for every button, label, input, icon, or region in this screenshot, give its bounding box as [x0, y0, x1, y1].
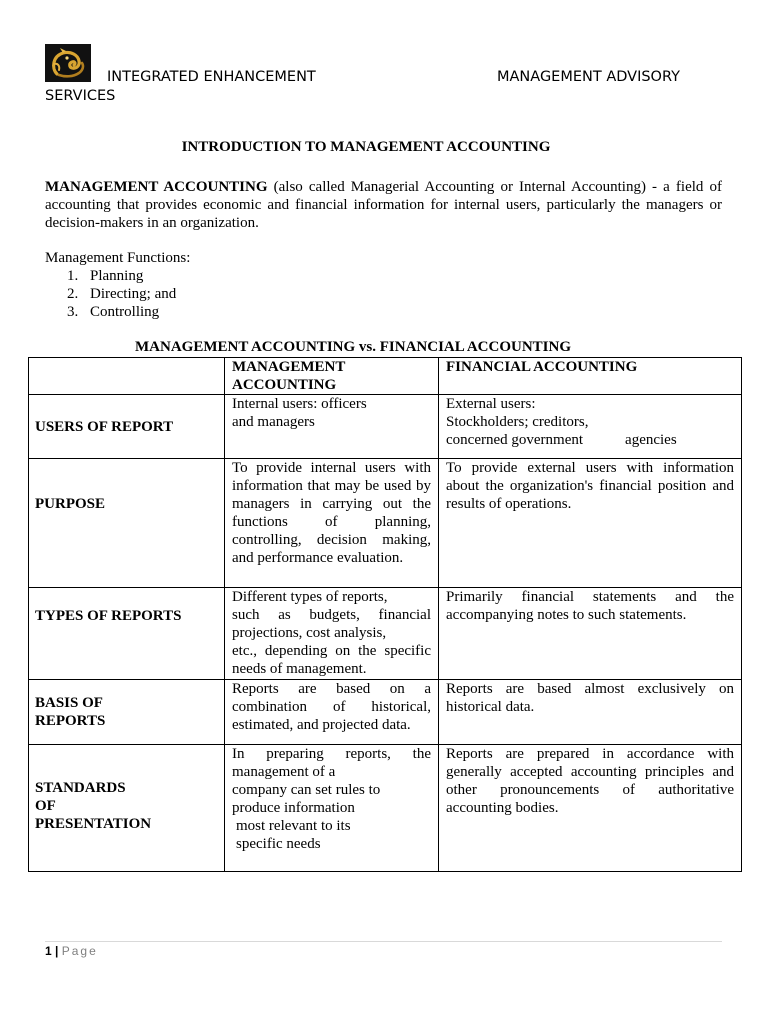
- comparison-table: [28, 357, 742, 872]
- page-label: Page: [61, 944, 98, 958]
- cell-mgmt-types: Different types of reports, such as budgets, financial projections, cost analysis, etc., depending on the specific needs of management.: [225, 588, 439, 680]
- table-row: [29, 745, 742, 872]
- table-row: [29, 358, 742, 395]
- list-item: 1. Planning: [67, 268, 144, 284]
- document-title: INTRODUCTION TO MANAGEMENT ACCOUNTING: [181, 139, 551, 155]
- intro-term: MANAGEMENT ACCOUNTING: [45, 179, 268, 195]
- cell-mgmt-users: Internal users: officers and managers: [225, 395, 439, 459]
- intro-paragraph: [45, 178, 722, 232]
- functions-title: Management Functions:: [45, 250, 191, 266]
- table-corner-cell: [29, 358, 225, 395]
- cell-fin-standards: Reports are prepared in accordance with generally accepted accounting principles and other pronouncements of authoritative accounting bodies.: [439, 745, 742, 872]
- cell-mgmt-purpose: To provide internal users with information that may be used by managers in carrying out the functions of planning, controlling, decision making, and performance evaluation.: [225, 459, 439, 588]
- row-header-basis: BASIS OF REPORTS: [29, 680, 225, 745]
- page-separator: |: [55, 944, 59, 958]
- footer-divider: [45, 941, 722, 942]
- list-item: 2. Directing; and: [67, 286, 177, 302]
- company-name-left: INTEGRATED ENHANCEMENT: [107, 69, 316, 85]
- row-header-standards: STANDARDS OF PRESENTATION: [29, 745, 225, 872]
- company-name-line2: SERVICES: [45, 88, 116, 104]
- cell-fin-basis: Reports are based almost exclusively on historical data.: [439, 680, 742, 745]
- row-header-types: TYPES OF REPORTS: [29, 588, 225, 680]
- row-header-purpose: PURPOSE: [29, 459, 225, 588]
- row-header-users: USERS OF REPORT: [29, 395, 225, 459]
- table-row: [29, 395, 742, 459]
- comparison-table-title: MANAGEMENT ACCOUNTING vs. FINANCIAL ACCOUNTING: [135, 339, 572, 355]
- list-item: 3. Controlling: [67, 304, 160, 320]
- cell-fin-types: Primarily financial statements and the accompanying notes to such statements.: [439, 588, 742, 680]
- column-header-financial: FINANCIAL ACCOUNTING: [439, 358, 742, 395]
- column-header-management: MANAGEMENT ACCOUNTING: [225, 358, 439, 395]
- cell-mgmt-standards: In preparing reports, the management of a company can set rules to produce information most relevant to its specific needs: [225, 745, 439, 872]
- cell-mgmt-basis: Reports are based on a combination of historical, estimated, and projected data.: [225, 680, 439, 745]
- functions-list: [67, 267, 176, 321]
- table-row: [29, 459, 742, 588]
- cell-fin-users: External users: Stockholders; creditors, concerned government agencies: [439, 395, 742, 459]
- table-row: [29, 588, 742, 680]
- page-number: 1: [45, 944, 52, 958]
- cell-fin-purpose: To provide external users with information about the organization's financial position and results of operations.: [439, 459, 742, 588]
- page-footer: [45, 944, 98, 958]
- intro-definition: (also called Managerial Accounting or Internal Accounting) - a field of accounting that provides economic and financial information for internal users, particularly the managers or decision-makers in an organization.: [45, 179, 723, 231]
- company-name-right: MANAGEMENT ADVISORY: [497, 69, 680, 85]
- table-row: [29, 680, 742, 745]
